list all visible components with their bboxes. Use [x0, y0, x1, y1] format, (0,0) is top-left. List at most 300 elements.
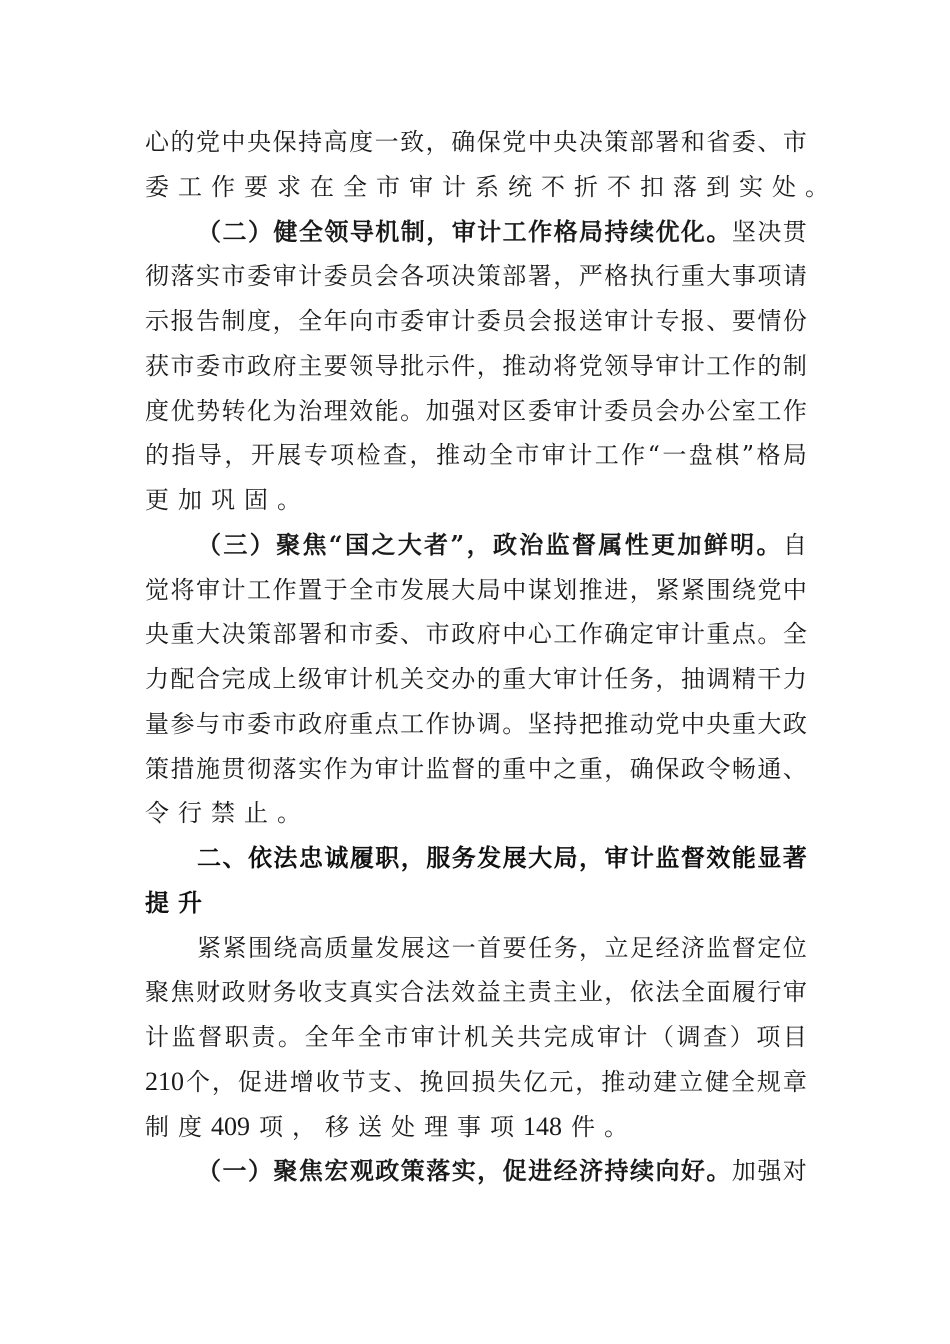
subheading-char: 明 — [730, 529, 755, 559]
body-char: 济 — [680, 933, 705, 962]
body-char: 紧 — [680, 575, 705, 604]
body-char: 效 — [349, 396, 374, 425]
body-char: 委 — [476, 307, 501, 335]
subheading-char: 全 — [298, 216, 323, 246]
body-char: 要 — [323, 351, 348, 380]
text-line — [145, 702, 807, 747]
subheading-char: 实 — [451, 1156, 476, 1186]
body-char: 工 — [178, 172, 202, 201]
body-char: 计 — [623, 1023, 648, 1051]
body-char: 抽 — [680, 665, 705, 693]
body-char: 更 — [145, 486, 169, 514]
heading-char: 职 — [375, 844, 400, 872]
body-char: 件 — [451, 351, 476, 380]
line-content — [197, 836, 807, 881]
heading-char: 计 — [629, 844, 654, 872]
body-char: 支 — [367, 1067, 392, 1096]
text-line — [145, 523, 807, 568]
body-char: 计 — [578, 396, 603, 425]
body-char: 策 — [145, 754, 169, 783]
body-char: 机 — [463, 1023, 488, 1051]
body-char: 署 — [298, 620, 323, 649]
body-char: 送 — [578, 307, 603, 335]
subheading-char: 大 — [397, 529, 422, 559]
body-char: 员 — [629, 396, 654, 425]
body-char: 理 — [323, 396, 348, 425]
body-char: 部 — [502, 262, 527, 291]
body-char: 推 — [435, 441, 460, 470]
body-char: 督 — [198, 1023, 223, 1051]
body-char: 参 — [170, 709, 195, 738]
body-char: “ — [647, 441, 660, 470]
body-char: 报 — [553, 307, 578, 335]
body-char: 政 — [298, 709, 323, 738]
body-char: 要 — [502, 933, 527, 962]
body-char: 力 — [145, 665, 169, 693]
body-char: 合 — [196, 665, 221, 693]
body-char: 中 — [221, 128, 246, 156]
body-char: 策 — [247, 620, 272, 649]
heading-char: 服 — [426, 844, 451, 872]
subheading-char: ） — [247, 1156, 272, 1186]
body-char: 职 — [224, 1023, 249, 1051]
body-char: 。 — [277, 486, 301, 514]
body-char: 加 — [178, 486, 202, 514]
body-char: 划 — [553, 575, 578, 604]
heading-char: 履 — [349, 844, 374, 872]
text-line — [145, 612, 807, 657]
body-char: 调 — [476, 709, 501, 738]
body-char: 检 — [356, 441, 381, 470]
body-char: 节 — [341, 1067, 366, 1096]
body-char: 对 — [476, 396, 501, 425]
body-char: 依 — [629, 978, 654, 1007]
body-char: 要 — [244, 172, 268, 201]
body-char: 一 — [451, 933, 476, 962]
body-char: 。 — [757, 620, 782, 649]
body-char: 足 — [629, 933, 654, 962]
body-char: 作 — [731, 351, 756, 380]
body-char: 示 — [145, 307, 169, 335]
body-char: 计 — [451, 307, 476, 335]
subheading-char: 机 — [375, 216, 400, 246]
body-char: 委 — [323, 262, 348, 291]
body-char: 作 — [425, 709, 450, 738]
body-char: 审 — [604, 307, 629, 335]
subheading-char: 。 — [706, 1156, 731, 1186]
body-char: 市 — [272, 709, 297, 738]
body-char: 自 — [782, 530, 807, 559]
body-char: 挽 — [419, 1067, 444, 1096]
body-char: 重 — [680, 262, 705, 291]
body-char: 审 — [425, 307, 450, 335]
body-char: 决 — [221, 620, 246, 649]
body-char: 对 — [782, 1157, 807, 1186]
body-char: 转 — [221, 396, 246, 425]
subheading-char: 焦 — [298, 1156, 323, 1186]
body-char: 加 — [425, 396, 450, 425]
body-char: 审 — [409, 172, 433, 201]
heading-char: 展 — [502, 844, 527, 872]
body-char: 动 — [627, 1067, 652, 1096]
line-content — [145, 881, 211, 926]
text-line — [145, 836, 807, 881]
body-char: 工 — [400, 709, 425, 738]
body-char: 委 — [731, 128, 756, 156]
body-char: 大 — [451, 575, 476, 604]
body-char: 会 — [374, 262, 399, 291]
subheading-char: 三 — [223, 529, 248, 559]
body-char: 开 — [250, 441, 275, 470]
number-run: 409 — [211, 1111, 250, 1141]
subheading-char: 焦 — [302, 529, 327, 559]
subheading-char: 持 — [604, 216, 629, 246]
body-char: 市 — [425, 620, 450, 649]
body-char: 心 — [145, 128, 169, 156]
body-char: 审 — [553, 665, 578, 693]
body-char: 事 — [457, 1112, 481, 1141]
body-char: 委 — [374, 620, 399, 649]
body-char: 局 — [782, 441, 807, 470]
subheading-char: 聚 — [273, 1156, 298, 1186]
body-char: 置 — [298, 575, 323, 604]
subheading-char: 。 — [706, 216, 731, 246]
body-char: 中 — [680, 709, 705, 738]
heading-char: 效 — [706, 844, 731, 872]
body-char: 统 — [508, 172, 532, 201]
body-char: 计 — [145, 1023, 169, 1051]
body-char: 推 — [502, 351, 527, 380]
body-char: 持 — [298, 128, 323, 156]
text-line — [145, 1149, 807, 1194]
subheading-char: 经 — [553, 1156, 578, 1186]
body-char: 上 — [272, 665, 297, 693]
body-char: 量 — [145, 709, 169, 738]
body-char: 动 — [527, 351, 552, 380]
body-char: 关 — [490, 1023, 515, 1051]
body-char: 坚 — [731, 217, 756, 246]
body-char: 制 — [221, 307, 246, 335]
body-char: 和 — [323, 620, 348, 649]
body-char: 作 — [578, 620, 603, 649]
body-char: 中 — [782, 575, 807, 604]
body-char: 局 — [476, 575, 501, 604]
body-char: 市 — [221, 262, 246, 291]
body-char: 心 — [527, 620, 552, 649]
body-char: 全 — [357, 1023, 382, 1051]
subheading-char: 监 — [545, 529, 570, 559]
body-char: 审 — [196, 575, 221, 604]
body-char: 央 — [706, 709, 731, 738]
number-run: 210 — [145, 1066, 184, 1096]
line-content — [145, 344, 807, 389]
body-char: 为 — [349, 754, 374, 783]
body-char: 审 — [782, 978, 807, 1007]
body-char: 法 — [655, 978, 680, 1007]
line-content — [145, 747, 807, 792]
body-char: 协 — [451, 709, 476, 738]
body-char: 个 — [185, 1067, 210, 1096]
body-char: 目 — [782, 1023, 807, 1051]
body-char: 党 — [196, 128, 221, 156]
body-char: 真 — [349, 978, 374, 1007]
body-char: 之 — [553, 754, 578, 783]
text-line — [145, 344, 807, 389]
body-char: 落 — [170, 262, 195, 291]
body-char: 中 — [502, 620, 527, 649]
body-char: 审 — [596, 1023, 621, 1051]
body-char: 首 — [477, 933, 502, 962]
body-char: 治 — [298, 396, 323, 425]
body-char: 计 — [629, 307, 654, 335]
body-char: 、 — [782, 754, 807, 783]
subheading-char: 局 — [579, 216, 604, 246]
body-char: 推 — [601, 1067, 626, 1096]
body-char: 固 — [244, 486, 268, 514]
line-content — [145, 612, 807, 657]
body-char: 重 — [578, 754, 603, 783]
body-char: 和 — [680, 128, 705, 156]
body-char: 动 — [462, 441, 487, 470]
subheading-char: 国 — [344, 529, 369, 559]
body-char: 监 — [171, 1023, 196, 1051]
subheading-char: 审 — [451, 216, 476, 246]
body-char: 处 — [391, 1112, 415, 1141]
subheading-char: 宏 — [324, 1156, 349, 1186]
body-char: 移 — [325, 1112, 349, 1141]
body-char: 员 — [349, 262, 374, 291]
subheading-char: 好 — [680, 1156, 705, 1186]
body-char: 保 — [476, 128, 501, 156]
body-char: 力 — [782, 665, 807, 693]
line-content — [145, 568, 807, 613]
body-char: 全 — [730, 1067, 755, 1096]
body-char: 工 — [594, 441, 619, 470]
body-char: 委 — [527, 396, 552, 425]
line-content — [145, 970, 807, 1015]
body-char: 委 — [247, 262, 272, 291]
body-char: 务 — [629, 665, 654, 693]
body-char: 计 — [349, 665, 374, 693]
heading-char: ， — [400, 844, 425, 872]
text-line — [145, 747, 807, 792]
body-char: 一 — [374, 128, 399, 156]
subheading-char: 优 — [655, 216, 680, 246]
body-char: 策 — [476, 262, 501, 291]
body-char: （ — [649, 1023, 674, 1051]
number-run: 148 — [523, 1111, 562, 1141]
subheading-char: （ — [197, 1156, 221, 1186]
body-char: 紧 — [197, 933, 221, 962]
body-char: 情 — [757, 307, 782, 335]
body-char: 政 — [782, 709, 807, 738]
subheading-char: 二 — [222, 216, 247, 246]
body-char: 质 — [324, 933, 349, 962]
body-char: 配 — [170, 665, 195, 693]
heading-char: 显 — [757, 844, 782, 872]
body-char: 展 — [400, 933, 425, 962]
body-char: 确 — [604, 620, 629, 649]
body-char: 部 — [629, 128, 654, 156]
text-line — [145, 1015, 807, 1060]
body-char: 项 — [259, 1112, 283, 1141]
body-char: 市 — [782, 128, 807, 156]
body-char: 推 — [604, 709, 629, 738]
body-char: ， — [604, 754, 629, 783]
body-char: 全 — [304, 1023, 329, 1051]
body-char: 央 — [553, 128, 578, 156]
body-char: 全 — [343, 172, 367, 201]
body-char: 项 — [490, 1112, 514, 1141]
body-char: ， — [476, 351, 501, 380]
body-char: 审 — [410, 1023, 435, 1051]
body-char: 理 — [424, 1112, 448, 1141]
subheading-char: 属 — [598, 529, 623, 559]
heading-char: 法 — [273, 844, 298, 872]
heading-char: 发 — [477, 844, 502, 872]
body-char: 府 — [272, 351, 297, 380]
subheading-char: 健 — [273, 216, 298, 246]
subheading-char: 落 — [426, 1156, 451, 1186]
subheading-char: 聚 — [276, 529, 301, 559]
body-char: 大 — [757, 709, 782, 738]
subheading-char: 进 — [528, 1156, 553, 1186]
body-char: 件 — [571, 1112, 595, 1141]
subheading-char: 导 — [349, 216, 374, 246]
body-char: 化 — [247, 396, 272, 425]
body-char: 、 — [393, 1067, 418, 1096]
heading-char: 能 — [731, 844, 756, 872]
body-char: 项 — [756, 1023, 781, 1051]
body-char: 报 — [170, 307, 195, 335]
line-content — [197, 1149, 807, 1194]
line-content — [145, 254, 807, 299]
subheading-char: 工 — [502, 216, 527, 246]
body-char: ， — [272, 307, 297, 335]
body-char: 行 — [757, 978, 782, 1007]
subheading-char: 观 — [349, 1156, 374, 1186]
body-char: 府 — [323, 709, 348, 738]
heading-char: 升 — [178, 888, 202, 917]
body-char: 份 — [782, 307, 807, 335]
body-char: 为 — [272, 396, 297, 425]
body-char: 政 — [680, 754, 705, 783]
body-char: 围 — [247, 933, 272, 962]
subheading-char: （ — [197, 529, 221, 559]
body-char: 市 — [515, 441, 540, 470]
body-char: 落 — [272, 754, 297, 783]
body-char: 定 — [757, 933, 782, 962]
body-char: 调 — [676, 1023, 701, 1051]
body-char: 格 — [604, 262, 629, 291]
subheading-char: 持 — [604, 1156, 629, 1186]
body-char: 求 — [277, 172, 301, 201]
heading-char: 诚 — [324, 844, 349, 872]
heading-char: 忠 — [298, 844, 323, 872]
body-char: 扣 — [640, 172, 664, 201]
body-char: 全 — [782, 620, 807, 649]
text-line — [145, 1105, 807, 1150]
heading-char: 务 — [451, 844, 476, 872]
body-char: ， — [211, 1067, 236, 1096]
body-char: 的 — [145, 441, 169, 470]
body-char: 任 — [528, 933, 553, 962]
body-char: 决 — [578, 128, 603, 156]
body-char: 系 — [475, 172, 499, 201]
body-char: 执 — [629, 262, 654, 291]
body-char: 进 — [604, 575, 629, 604]
body-char: 高 — [298, 933, 323, 962]
body-char: 计 — [680, 620, 705, 649]
body-char: 绕 — [273, 933, 298, 962]
body-char: 策 — [604, 128, 629, 156]
body-char: 财 — [196, 978, 221, 1007]
subheading-char: 之 — [371, 529, 396, 559]
body-char: 作 — [272, 575, 297, 604]
body-char: 项 — [330, 441, 355, 470]
line-content — [145, 120, 807, 165]
body-char: 将 — [553, 351, 578, 380]
body-char: 立 — [679, 1067, 704, 1096]
line-content — [145, 478, 310, 523]
body-char: 交 — [425, 665, 450, 693]
body-char: 重 — [731, 709, 756, 738]
body-char: 能 — [374, 396, 399, 425]
body-char: 办 — [680, 396, 705, 425]
line-content — [145, 657, 807, 702]
body-char: 强 — [451, 396, 476, 425]
body-char: 年 — [323, 307, 348, 335]
body-char: 主 — [298, 351, 323, 380]
body-char: 批 — [400, 351, 425, 380]
text-line — [145, 791, 807, 836]
subheading-char: 领 — [324, 216, 349, 246]
body-char: 进 — [263, 1067, 288, 1096]
body-char: 央 — [145, 620, 169, 649]
subheading-char: ， — [477, 1156, 502, 1186]
body-char: 办 — [451, 665, 476, 693]
heading-char: 督 — [680, 844, 705, 872]
body-char: ， — [409, 441, 434, 470]
heading-char: 著 — [782, 844, 807, 872]
body-char: 棋 — [715, 441, 740, 470]
body-char: 章 — [782, 1067, 807, 1096]
subheading-char: 制 — [400, 216, 425, 246]
document-body — [145, 120, 829, 1194]
body-char: 、 — [400, 620, 425, 649]
body-char: 把 — [578, 709, 603, 738]
body-char: 请 — [782, 262, 807, 291]
body-char: 巩 — [211, 486, 235, 514]
heading-char: 二 — [197, 844, 221, 872]
body-char: 点 — [374, 709, 399, 738]
body-char: 与 — [196, 709, 221, 738]
body-char: 财 — [247, 978, 272, 1007]
body-char: 这 — [426, 933, 451, 962]
body-char: 确 — [629, 754, 654, 783]
body-char: 署 — [655, 128, 680, 156]
body-char: 实 — [739, 172, 763, 201]
body-char: 部 — [272, 620, 297, 649]
body-char: 、 — [706, 307, 731, 335]
body-char: 督 — [731, 933, 756, 962]
body-char: ， — [292, 1112, 316, 1141]
body-char: 贯 — [782, 217, 807, 246]
line-content — [197, 523, 807, 568]
body-char: 优 — [170, 396, 195, 425]
body-char: 健 — [705, 1067, 730, 1096]
body-char: ， — [425, 128, 450, 156]
